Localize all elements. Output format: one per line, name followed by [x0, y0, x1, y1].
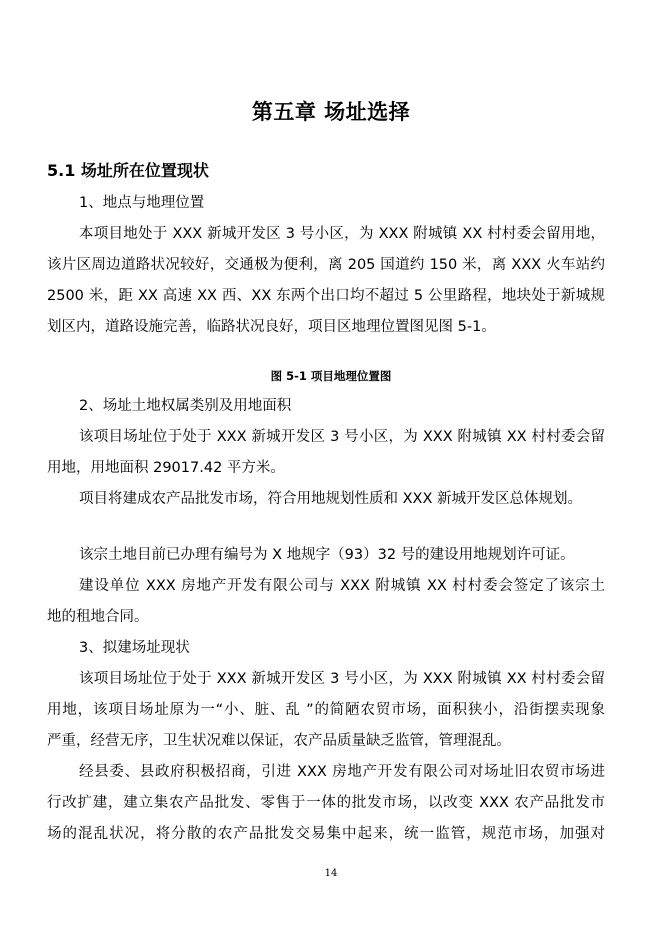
- section-title: 5.1 场址所在位置现状: [47, 161, 209, 180]
- paragraph-line: 该项目场址位于处于 XXX 新城开发区 3 号小区，为 XXX 附城镇 XX 村村委会留: [79, 429, 605, 445]
- paragraph-line: 经县委、县政府积极招商，引进 XXX 房地产开发有限公司对场址旧农贸市场进: [79, 764, 605, 780]
- paragraph-line: 该项目场址位于处于 XXX 新城开发区 3 号小区，为 XXX 附城镇 XX 村村委会留: [79, 671, 605, 687]
- subheading-location: 1、地点与地理位置: [79, 195, 205, 211]
- figure-caption: 图 5-1 项目地理位置图: [270, 369, 392, 383]
- subheading-land-ownership: 2、场址土地权属类别及用地面积: [79, 398, 292, 414]
- page-number: 14: [324, 868, 338, 879]
- paragraph-line: 用地，用地面积 29017.42 平方米。: [47, 460, 285, 476]
- paragraph-line: 行改扩建，建立集农产品批发、零售于一体的批发市场，以改变 XXX 农产品批发市: [47, 795, 605, 811]
- chapter-title: 第五章 场址选择: [251, 100, 411, 124]
- paragraph-line: 建设单位 XXX 房地产开发有限公司与 XXX 附城镇 XX 村村委会签定了该宗土: [79, 578, 605, 594]
- paragraph-line: 严重，经营无序，卫生状况难以保证，农产品质量缺乏监管，管理混乱。: [47, 733, 511, 749]
- paragraph-line: 项目将建成农产品批发市场，符合用地规划性质和 XXX 新城开发区总体规划。: [79, 491, 583, 507]
- paragraph-line: 用地，该项目场址原为一“小、脏、乱 ”的简陋农贸市场，面积狭小，沿街摆卖现象: [47, 702, 605, 718]
- paragraph-line: 场的混乱状况，将分散的农产品批发交易集中起来，统一监管，规范市场，加强对: [47, 826, 605, 842]
- paragraph-line: 地的租地合同。: [47, 609, 149, 625]
- paragraph-line: 本项目地处于 XXX 新城开发区 3 号小区，为 XXX 附城镇 XX 村村委会留用地，: [79, 226, 605, 242]
- subheading-site-status: 3、拟建场址现状: [79, 640, 190, 656]
- paragraph-line: 2500 米，距 XX 高速 XX 西、XX 东两个出口均不超过 5 公里路程，地块处于新城规: [47, 288, 605, 304]
- paragraph-line: 该片区周边道路状况较好，交通极为便利，离 205 国道约 150 米，离 XXX 火车站约: [47, 257, 605, 273]
- paragraph-line: 划区内，道路设施完善，临路状况良好，项目区地理位置图见图 5-1。: [47, 319, 496, 335]
- paragraph-line: 该宗土地目前已办理有编号为 X 地规字（93）32 号的建设用地规划许可证。: [79, 547, 575, 563]
